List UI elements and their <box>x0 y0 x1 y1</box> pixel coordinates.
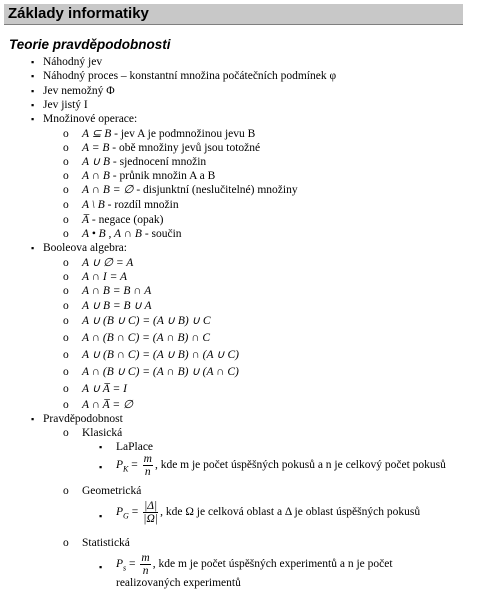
description: - obě množiny jevů jsou totožné <box>109 142 261 154</box>
boolean-formula: A ∩ A̅ = ∅ <box>82 399 134 411</box>
circle-bullet-icon: o <box>63 142 69 154</box>
square-bullet-icon: ▪ <box>99 442 103 452</box>
circle-bullet-icon: o <box>63 228 69 240</box>
fraction <box>140 552 150 577</box>
formula-lhs: P <box>116 459 124 472</box>
circle-bullet-icon: o <box>63 537 69 549</box>
list-item: Náhodný jev <box>43 56 103 68</box>
formula: A ⊆ B <box>82 128 112 140</box>
boolean-formula: A ∩ I = A <box>82 271 128 283</box>
boolean-formula: A ∪ (B ∪ C) = (A ∪ B) ∪ C <box>82 315 211 327</box>
probability-type: Geometrická <box>82 485 142 497</box>
formula: A ∩ B <box>82 170 110 182</box>
denominator: |Ω| <box>143 513 158 525</box>
list-item <box>82 198 179 212</box>
boolean-formula: A ∪ ∅ = A <box>82 257 134 269</box>
formula: A̅ <box>82 214 90 226</box>
formula-subscript: s <box>123 563 127 573</box>
list-item <box>82 227 182 241</box>
description: - jev A je podmnožinou jevu B <box>111 128 256 140</box>
boolean-formula: A ∪ B = B ∪ A <box>82 300 152 312</box>
circle-bullet-icon: o <box>63 485 69 497</box>
description: , kde m je počet úspěšných pokusů a n je celkový počet pokusů <box>154 459 446 472</box>
list-item <box>82 169 215 183</box>
list-item: Náhodný proces – konstantní množina počátečních podmínek φ <box>43 70 337 82</box>
page-title: Základy informatiky <box>8 5 149 22</box>
circle-bullet-icon: o <box>63 199 69 211</box>
geometric-formula: $P_G$ = $\frac{|\Delta|}{|\Omega|}$ , kde Ω je celková oblast a Δ je oblast úspěšných pokusů <box>116 500 421 525</box>
boolean-formula: A ∪ A̅ = I <box>82 383 127 395</box>
boolean-formula: A ∩ (B ∪ C) = (A ∩ B) ∪ (A ∩ C) <box>82 366 239 378</box>
circle-bullet-icon: o <box>63 427 69 439</box>
list-item <box>82 141 260 155</box>
description: - průnik množin A a B <box>109 170 216 182</box>
square-bullet-icon: ▪ <box>31 57 35 67</box>
formula-lhs: P <box>116 506 124 519</box>
circle-bullet-icon: o <box>63 170 69 182</box>
numerator: |Δ| <box>144 500 158 512</box>
list-item: LaPlace <box>116 441 154 453</box>
circle-bullet-icon: o <box>63 399 69 411</box>
numerator: m <box>141 552 150 564</box>
circle-bullet-icon: o <box>63 257 69 269</box>
square-bullet-icon: ▪ <box>99 562 103 572</box>
formula-lhs: P <box>116 558 124 571</box>
probability-type: Statistická <box>82 537 130 549</box>
formula: A \ B <box>82 199 105 211</box>
square-bullet-icon: ▪ <box>31 71 35 81</box>
list-item <box>82 183 298 197</box>
circle-bullet-icon: o <box>63 315 69 327</box>
statistic-formula: $P_s$ = $\frac{m}{n}$ , kde m je počet úspěšných experimentů a n je počet <box>116 552 393 577</box>
formula-subscript: K <box>123 464 129 474</box>
circle-bullet-icon: o <box>63 184 69 196</box>
list-item: Pravděpodobnost <box>43 413 123 425</box>
description: - rozdíl množin <box>104 199 179 211</box>
classic-formula: $P_K$ = $\frac{m}{n}$ , kde m je počet úspěšných pokusů a n je celkový počet pokusů <box>116 453 446 478</box>
square-bullet-icon: ▪ <box>31 114 35 124</box>
numerator: m <box>143 453 152 465</box>
description: - sjednocení množin <box>110 156 207 168</box>
description-continued: realizovaných experimentů <box>116 577 241 589</box>
denominator: n <box>144 466 151 478</box>
fraction <box>143 500 158 525</box>
fraction <box>143 453 153 478</box>
circle-bullet-icon: o <box>63 285 69 297</box>
circle-bullet-icon: o <box>63 366 69 378</box>
section-title: Teorie pravděpodobnosti <box>9 37 171 52</box>
circle-bullet-icon: o <box>63 214 69 226</box>
description: - součin <box>141 228 182 240</box>
square-bullet-icon: ▪ <box>99 462 103 472</box>
formula: A ∪ B <box>82 156 111 168</box>
list-item: Jev nemožný Φ <box>43 85 115 97</box>
header-bar <box>4 4 463 25</box>
list-item: Množinové operace: <box>43 113 138 125</box>
boolean-formula: A ∩ (B ∩ C) = (A ∩ B) ∩ C <box>82 332 211 344</box>
description: - negace (opak) <box>89 214 164 226</box>
square-bullet-icon: ▪ <box>31 100 35 110</box>
description: , kde m je počet úspěšných experimentů a n je počet <box>152 558 393 571</box>
formula-subscript: G <box>123 511 129 521</box>
circle-bullet-icon: o <box>63 156 69 168</box>
circle-bullet-icon: o <box>63 349 69 361</box>
circle-bullet-icon: o <box>63 332 69 344</box>
description: , kde Ω je celková oblast a Δ je oblast úspěšných pokusů <box>160 506 421 519</box>
description: - disjunktní (neslučitelné) množiny <box>133 184 298 196</box>
list-item <box>82 213 163 227</box>
square-bullet-icon: ▪ <box>31 414 35 424</box>
list-item: Jev jistý I <box>43 99 88 111</box>
circle-bullet-icon: o <box>63 383 69 395</box>
denominator: n <box>142 565 149 577</box>
list-item: Booleova algebra: <box>43 242 127 254</box>
list-item <box>82 127 255 141</box>
circle-bullet-icon: o <box>63 128 69 140</box>
formula: A = B <box>82 142 110 154</box>
circle-bullet-icon: o <box>63 271 69 283</box>
square-bullet-icon: ▪ <box>99 511 103 521</box>
square-bullet-icon: ▪ <box>31 243 35 253</box>
circle-bullet-icon: o <box>63 300 69 312</box>
formula: A • B , A ∩ B <box>82 228 142 240</box>
square-bullet-icon: ▪ <box>31 86 35 96</box>
boolean-formula: A ∩ B = B ∩ A <box>82 285 152 297</box>
boolean-formula: A ∪ (B ∩ C) = (A ∪ B) ∩ (A ∪ C) <box>82 349 239 361</box>
list-item <box>82 155 206 169</box>
probability-type: Klasická <box>82 427 123 439</box>
formula: A ∩ B = ∅ <box>82 184 134 196</box>
